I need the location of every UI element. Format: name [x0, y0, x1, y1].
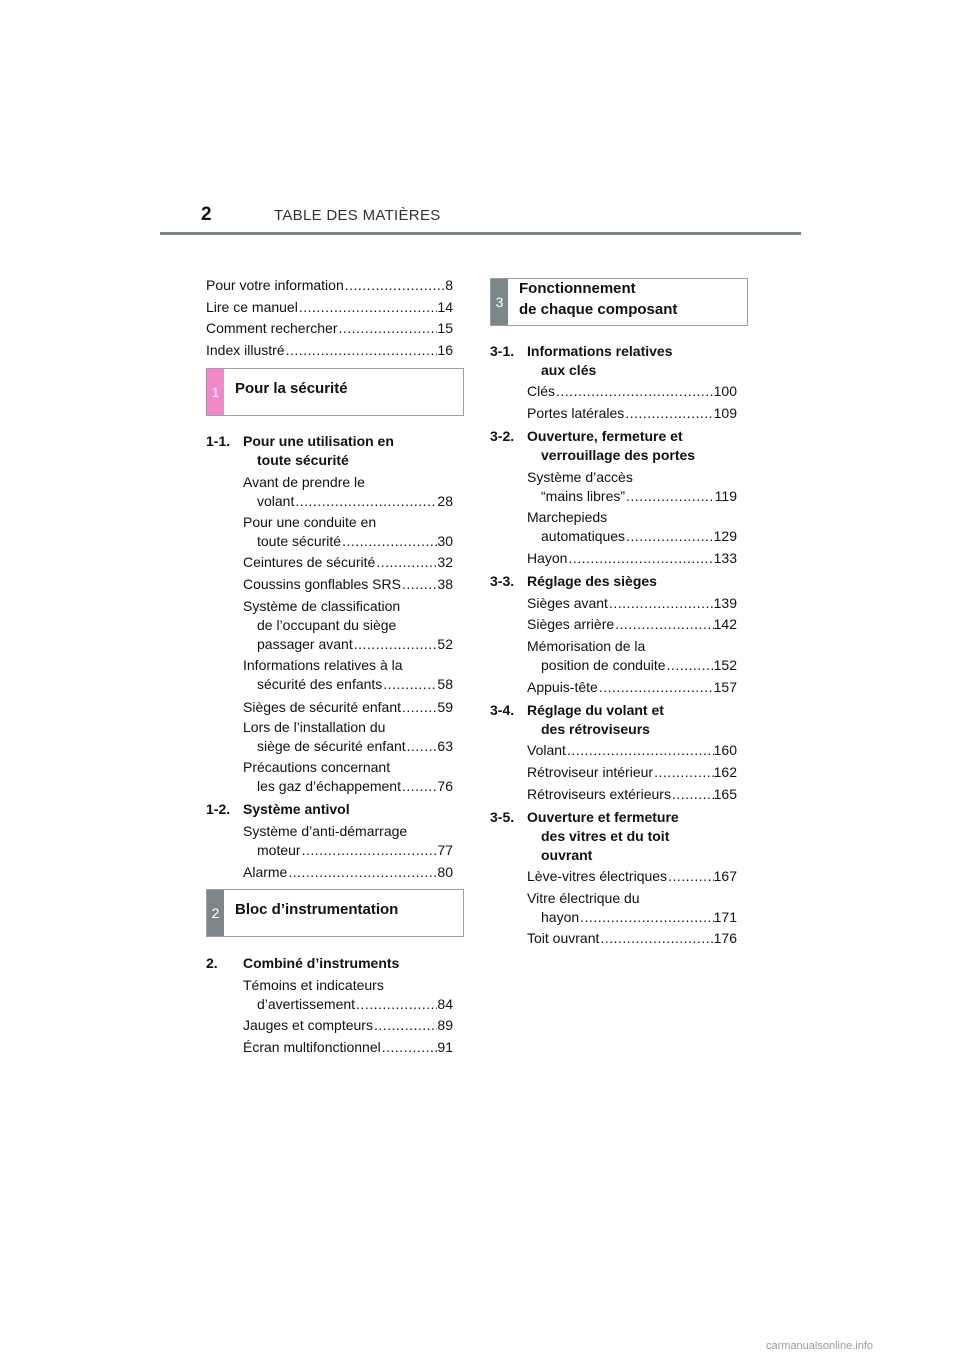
leader-dots	[294, 492, 437, 511]
leader-dots	[579, 908, 713, 927]
entry-leader-line	[243, 532, 453, 551]
entry-leader-line	[243, 1038, 453, 1057]
entry-page-number: 38	[437, 576, 453, 592]
toc-entry[interactable]	[527, 615, 737, 634]
section-number-tab: 3	[491, 279, 508, 325]
toc-entry[interactable]	[527, 468, 737, 506]
subheading-line: Combiné d’instruments	[243, 955, 400, 971]
entry-leader-line	[527, 678, 737, 697]
entry-page-number: 89	[437, 1017, 453, 1033]
entry-text: Coussins gonflables SRS	[243, 576, 401, 592]
entry-text: d’avertissement	[257, 996, 356, 1012]
entry-text: Rétroviseur intérieur	[527, 764, 654, 780]
subheading-line: Informations relatives	[527, 343, 673, 359]
toc-entry[interactable]	[527, 594, 737, 613]
entry-page-number: 160	[713, 742, 737, 758]
leader-dots	[667, 867, 714, 886]
leader-dots	[406, 737, 438, 756]
section-number-tab: 2	[207, 890, 224, 936]
entry-text: Pour votre information	[206, 277, 344, 293]
entry-text: Sièges de sécurité enfant	[243, 699, 401, 715]
entry-text: Hayon	[527, 550, 568, 566]
entry-leader-line	[206, 341, 453, 360]
entry-page-number: 77	[437, 842, 453, 858]
leader-dots	[555, 382, 714, 401]
entry-text: Comment rechercher	[206, 320, 338, 336]
entry-leader-line	[243, 1016, 453, 1035]
entry-text: Écran multifonctionnel	[243, 1039, 381, 1055]
subheading-line: des rétroviseurs	[541, 721, 650, 737]
subheading-number: 3-1.	[490, 343, 515, 359]
leader-dots	[401, 777, 437, 796]
toc-entry[interactable]	[243, 822, 453, 860]
entry-page-number: 63	[437, 738, 453, 754]
entry-text: siège de sécurité enfant	[257, 738, 406, 754]
entry-text: Appuis-tête	[527, 679, 598, 695]
entry-leader-line	[243, 841, 453, 860]
entry-text: passager avant	[257, 636, 353, 652]
leader-dots	[338, 319, 438, 338]
toc-entry[interactable]	[243, 1016, 453, 1035]
toc-entry[interactable]	[527, 678, 737, 697]
leader-dots	[375, 553, 437, 572]
entry-text: Portes latérales	[527, 405, 625, 421]
entry-leader-line	[206, 276, 453, 295]
section-label: de chaque composant	[519, 301, 678, 318]
subheading-line: verrouillage des portes	[541, 447, 696, 463]
entry-line: Système d’anti-démarrage	[243, 823, 408, 839]
entry-page-number: 14	[437, 299, 453, 315]
entry-leader-line	[527, 867, 737, 886]
section-label: Pour la sécurité	[235, 380, 348, 397]
toc-entry[interactable]	[206, 319, 453, 338]
entry-leader-line	[527, 929, 737, 948]
entry-text: Sièges arrière	[527, 616, 615, 632]
entry-leader-line	[243, 635, 453, 654]
section-box[interactable]	[206, 368, 464, 416]
entry-text: position de conduite	[541, 657, 666, 673]
entry-leader-line	[527, 382, 737, 401]
toc-entry[interactable]	[206, 276, 453, 295]
page-title: TABLE DES MATIÈRES	[274, 207, 441, 224]
subheading-line: Ouverture et fermeture	[527, 809, 679, 825]
subheading-number: 3-4.	[490, 702, 515, 718]
subheading-number: 1-1.	[206, 433, 231, 449]
entry-page-number: 91	[437, 1039, 453, 1055]
entry-line: Marchepieds	[527, 509, 608, 525]
entry-text: automatiques	[541, 528, 626, 544]
toc-entry[interactable]	[527, 889, 737, 927]
entry-text: Jauges et compteurs	[243, 1017, 373, 1033]
entry-leader-line	[527, 404, 737, 423]
entry-page-number: 16	[437, 342, 453, 358]
leader-dots	[614, 615, 713, 634]
entry-text: Rétroviseurs extérieurs	[527, 786, 671, 802]
subheading-title	[243, 954, 399, 973]
entry-page-number: 162	[713, 764, 737, 780]
leader-dots	[608, 594, 714, 613]
leader-dots	[344, 276, 445, 295]
entry-text: “mains libres”	[541, 488, 626, 504]
entry-page-number: 80	[437, 864, 453, 880]
entry-leader-line	[206, 319, 453, 338]
entry-text: Index illustré	[206, 342, 285, 358]
entry-leader-line	[243, 553, 453, 572]
entry-leader-line	[527, 549, 737, 568]
leader-dots	[287, 863, 437, 882]
subheading-number: 2.	[206, 955, 218, 971]
entry-leader-line	[243, 698, 453, 717]
entry-line: Pour une conduite en	[243, 514, 377, 530]
entry-text: hayon	[541, 909, 580, 925]
entry-page-number: 15	[437, 320, 453, 336]
entry-text: Clés	[527, 383, 556, 399]
entry-leader-line	[527, 741, 737, 760]
entry-line: Système d’accès	[527, 469, 633, 485]
subheading-line: Réglage du volant et	[527, 702, 664, 718]
entry-leader-line	[527, 656, 737, 675]
entry-line: Témoins et indicateurs	[243, 977, 384, 993]
entry-line: Système de classification	[243, 598, 401, 614]
leader-dots	[653, 763, 714, 782]
leader-dots	[671, 785, 714, 804]
entry-text: les gaz d’échappement	[257, 778, 401, 794]
entry-leader-line	[243, 492, 453, 511]
entry-leader-line	[206, 298, 453, 317]
toc-entry[interactable]	[243, 758, 453, 796]
entry-line: Précautions concernant	[243, 759, 391, 775]
subheading-number: 3-3.	[490, 573, 515, 589]
toc-entry[interactable]	[206, 298, 453, 317]
entry-leader-line	[527, 615, 737, 634]
entry-page-number: 167	[713, 868, 737, 884]
entry-page-number: 119	[714, 488, 737, 504]
entry-page-number: 109	[713, 405, 737, 421]
entry-page-number: 171	[713, 909, 737, 925]
entry-page-number: 28	[437, 493, 453, 509]
entry-line: de l’occupant du siège	[257, 617, 397, 633]
toc-entry[interactable]	[243, 863, 453, 882]
entry-text: Toit ouvrant	[527, 930, 600, 946]
toc-entry[interactable]	[243, 553, 453, 572]
toc-entry[interactable]	[527, 382, 737, 401]
entry-page-number: 76	[437, 778, 453, 794]
entry-page-number: 165	[713, 786, 737, 802]
toc-entry[interactable]	[243, 718, 453, 756]
leader-dots	[624, 404, 713, 423]
entry-page-number: 176	[713, 930, 737, 946]
entry-page-number: 157	[713, 679, 737, 695]
subheading-line: toute sécurité	[257, 452, 349, 468]
entry-page-number: 52	[437, 636, 453, 652]
entry-leader-line	[243, 995, 453, 1014]
entry-line: Lors de l’installation du	[243, 719, 386, 735]
entry-text: Lire ce manuel	[206, 299, 298, 315]
leader-dots	[341, 532, 437, 551]
subheading-title	[527, 572, 657, 591]
leader-dots	[566, 741, 714, 760]
entry-leader-line	[527, 908, 737, 927]
entry-leader-line	[527, 527, 737, 546]
subheading-number: 1-2.	[206, 801, 231, 817]
subheading-title	[527, 342, 673, 380]
subheading-line: ouvrant	[541, 847, 593, 863]
entry-leader-line	[243, 575, 453, 594]
toc-entry[interactable]	[527, 549, 737, 568]
entry-text: Lève-vitres électriques	[527, 868, 668, 884]
entry-leader-line	[527, 594, 737, 613]
toc-entry[interactable]	[527, 508, 737, 546]
entry-page-number: 100	[713, 383, 737, 399]
entry-leader-line	[527, 763, 737, 782]
subheading-line: Ouverture, fermeture et	[527, 428, 683, 444]
leader-dots	[355, 995, 437, 1014]
watermark: carmanualsonline.info	[766, 1340, 874, 1352]
toc-entry[interactable]	[243, 513, 453, 551]
entry-line: Informations relatives à la	[243, 657, 403, 673]
leader-dots	[598, 678, 714, 697]
entry-page-number: 58	[437, 676, 453, 692]
toc-entry[interactable]	[527, 404, 737, 423]
leader-dots	[567, 549, 713, 568]
section-number-tab: 1	[207, 369, 224, 415]
entry-leader-line	[243, 675, 453, 694]
subheading-number: 3-5.	[490, 809, 515, 825]
entry-text: Sièges avant	[527, 595, 608, 611]
subheading-line: Système antivol	[243, 801, 350, 817]
toc-entry[interactable]	[527, 867, 737, 886]
entry-text: toute sécurité	[257, 533, 342, 549]
leader-dots	[298, 298, 438, 317]
leader-dots	[373, 1016, 437, 1035]
subheading-line: des vitres et du toit	[541, 828, 670, 844]
section-box[interactable]	[490, 278, 748, 326]
entry-text: sécurité des enfants	[257, 676, 383, 692]
entry-text: moteur	[257, 842, 301, 858]
entry-text: Ceintures de sécurité	[243, 554, 376, 570]
entry-page-number: 30	[437, 533, 453, 549]
entry-page-number: 142	[713, 616, 737, 632]
toc-entry[interactable]	[243, 597, 453, 654]
subheading-line: aux clés	[541, 362, 597, 378]
entry-leader-line	[243, 737, 453, 756]
toc-entry[interactable]	[527, 763, 737, 782]
entry-line: Mémorisation de la	[527, 638, 646, 654]
section-label: Bloc d’instrumentation	[235, 901, 399, 918]
toc-entry[interactable]	[243, 1038, 453, 1057]
entry-page-number: 59	[437, 699, 453, 715]
page-number: 2	[201, 204, 212, 225]
subheading-title	[243, 800, 350, 819]
toc-entry[interactable]	[243, 698, 453, 717]
entry-line: Avant de prendre le	[243, 474, 365, 490]
leader-dots	[353, 635, 438, 654]
toc-entry[interactable]	[243, 575, 453, 594]
entry-page-number: 84	[437, 996, 453, 1012]
entry-text: Volant	[527, 742, 566, 758]
leader-dots	[401, 575, 437, 594]
leader-dots	[301, 841, 438, 860]
entry-page-number: 139	[713, 595, 737, 611]
subheading-title	[527, 701, 664, 739]
entry-page-number: 133	[713, 550, 737, 566]
toc-entry[interactable]	[527, 741, 737, 760]
toc-entry[interactable]	[527, 785, 737, 804]
entry-page-number: 152	[713, 657, 737, 673]
leader-dots	[625, 487, 715, 506]
toc-entry[interactable]	[243, 656, 453, 694]
leader-dots	[401, 698, 437, 717]
toc-entry[interactable]	[243, 976, 453, 1014]
subheading-line: Pour une utilisation en	[243, 433, 394, 449]
toc-entry[interactable]	[527, 637, 737, 675]
subheading-title	[243, 432, 394, 470]
toc-entry[interactable]	[527, 929, 737, 948]
toc-entry[interactable]	[243, 473, 453, 511]
leader-dots	[285, 341, 438, 360]
header-rule	[160, 232, 801, 235]
section-label: Fonctionnement	[519, 280, 636, 297]
entry-page-number: 8	[445, 277, 453, 293]
entry-line: Vitre électrique du	[527, 890, 640, 906]
section-box[interactable]	[206, 889, 464, 937]
leader-dots	[382, 675, 437, 694]
subheading-line: Réglage des sièges	[527, 573, 657, 589]
entry-leader-line	[527, 785, 737, 804]
leader-dots	[599, 929, 713, 948]
entry-leader-line	[527, 487, 737, 506]
entry-leader-line	[243, 777, 453, 796]
entry-text: Alarme	[243, 864, 288, 880]
subheading-number: 3-2.	[490, 428, 515, 444]
entry-page-number: 32	[437, 554, 453, 570]
chapter-subheading	[490, 808, 750, 868]
subheading-title	[527, 427, 695, 465]
leader-dots	[666, 656, 714, 675]
leader-dots	[625, 527, 714, 546]
subheading-title	[527, 808, 679, 865]
toc-entry[interactable]	[206, 341, 453, 360]
leader-dots	[381, 1038, 438, 1057]
entry-page-number: 129	[713, 528, 737, 544]
entry-text: volant	[257, 493, 295, 509]
entry-leader-line	[243, 863, 453, 882]
